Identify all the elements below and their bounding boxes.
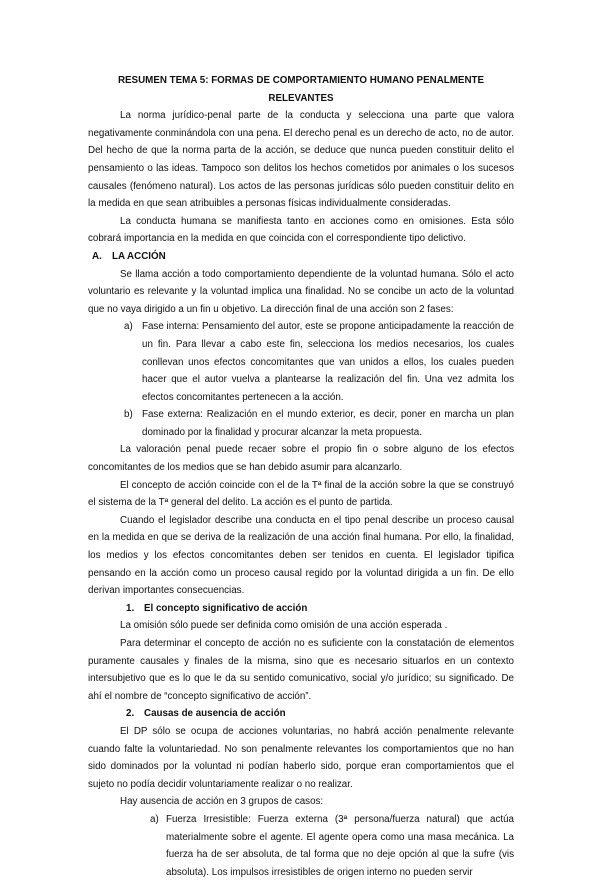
section-2-title: Causas de ausencia de acción [144, 708, 286, 720]
list-item [88, 811, 514, 881]
section-a-marker: A. [92, 250, 102, 262]
section-2-paragraph-2: Hay ausencia de acción en 3 grupos de casos: [120, 796, 324, 808]
section-1-heading [88, 600, 514, 618]
phase-text-external: Fase externa: Realización en el mundo exterior, es decir, poner en marcha un plan dominado por la finalidad y procurar alcanzar la meta propuesta. [142, 409, 514, 438]
phase-marker-a: a) [124, 321, 133, 333]
case-marker-a: a) [150, 813, 159, 825]
section-1-marker: 1. [126, 602, 135, 614]
phase-text-internal: Fase interna: Pensamiento del autor, este se propone anticipadamente la reacción de un fin. Para llevar a cabo este fin, selecciona los medios necesarios, los cuales conllevan unos efectos concomitantes que van unidos a ellos, los cuales pueden hacer que el autor vuelva a plantearse la realización del fin. Una vez admita los efectos concomitantes pertenecen a la acción. [142, 321, 514, 403]
section-2-paragraph-1: El DP sólo se ocupa de acciones voluntarias, no habrá acción penalmente relevante cuando falte la voluntariedad. No son penalmente relevantes los comportamientos que no han sido dominados por la voluntad ni podían haberlo sido, porque eran comportamientos que el sujeto no podía decidir voluntariamente realizar o no realizar. [88, 725, 514, 790]
phase-marker-b: b) [124, 409, 133, 421]
document-title: RESUMEN TEMA 5: FORMAS DE COMPORTAMIENTO HUMANO PENALMENTE RELEVANTES [117, 75, 485, 104]
list-item [88, 406, 514, 441]
intro-paragraph-1: La norma jurídico-penal parte de la conducta y selecciona una parte que valora negativamente conminándola con una pena. El derecho penal es un derecho de acto, no de autor. Del hecho de que la norma parta de la acción, se deduce que nunca pueden constituir delito el pensamiento o las ideas. Tampoco son delitos los hechos cometidos por animales o los sucesos causales (fenómeno natural). Los actos de las personas jurídicas sólo pueden constituir delito en la medida en que sean atribuibles a personas físicas individualmente consideradas. [88, 110, 514, 210]
section-1-paragraph-2: Para determinar el concepto de acción no es suficiente con la constatación de elementos puramente causales y finales de la misma, sino que es necesario situarlos en un contexto intersubjetivo que es lo que le da su sentido comunicativo, social y/o jurídico; su significado. De ahí el nombre de “concepto significativo de acción”. [88, 638, 514, 702]
section-1-paragraph-1: La omisión sólo puede ser definida como omisión de una acción esperada . [120, 620, 448, 632]
section-2-heading [88, 705, 514, 723]
section-a-after-paragraph-3: Cuando el legislador describe una conducta en el tipo penal describe un proceso causal en la medida en que se deriva de la realización de una acción final humana. Por ello, la finalidad, los medios y los efectos concomitantes deben ser tenidos en cuenta. El legislador tipifica pensando en la acción como un proceso causal regido por la voluntad dirigida a un fin. De ello derivan importantes consecuencias. [88, 514, 514, 597]
intro-paragraph-2: La conducta humana se manifiesta tanto en acciones como en omisiones. Esta sólo cobrará importancia en la medida en que coincida con el correspondiente tipo delictivo. [88, 215, 514, 245]
phases-list [88, 318, 514, 441]
section-a-title: LA ACCIÓN [112, 250, 166, 262]
case-text-irresistible-force: Fuerza Irresistible: Fuerza externa (3ª persona/fuerza natural) que actúa materialmente sobre el agente. El agente opera como una masa mecánica. La fuerza ha de ser absoluta, de tal forma que no deje opción al que la sufre (vis absoluta). Los impulsos irresistibles de origen interno no pueden servir [166, 813, 514, 878]
section-a-heading [88, 248, 514, 266]
section-a-after-paragraph-1: La valoración penal puede recaer sobre el propio fin o sobre alguno de los efectos concomitantes de los medios que se han debido asumir para alcanzarlo. [88, 444, 514, 474]
cases-list [88, 811, 514, 881]
section-a-after-paragraph-2: El concepto de acción coincide con el de la Tª final de la acción sobre la que se construyó el sistema de la Tª general del delito. La acción es el punto de partida. [88, 479, 514, 509]
section-a-paragraph: Se llama acción a todo comportamiento dependiente de la voluntad humana. Sólo el acto voluntario es relevante y la voluntad implica una finalidad. No se concibe un acto de la voluntad que no vaya dirigido a un fin u objetivo. La dirección final de una acción son 2 fases: [88, 268, 514, 315]
document-body [88, 72, 514, 881]
section-2-marker: 2. [126, 708, 135, 720]
section-1-title: El concepto significativo de acción [144, 602, 308, 614]
list-item [88, 318, 514, 406]
